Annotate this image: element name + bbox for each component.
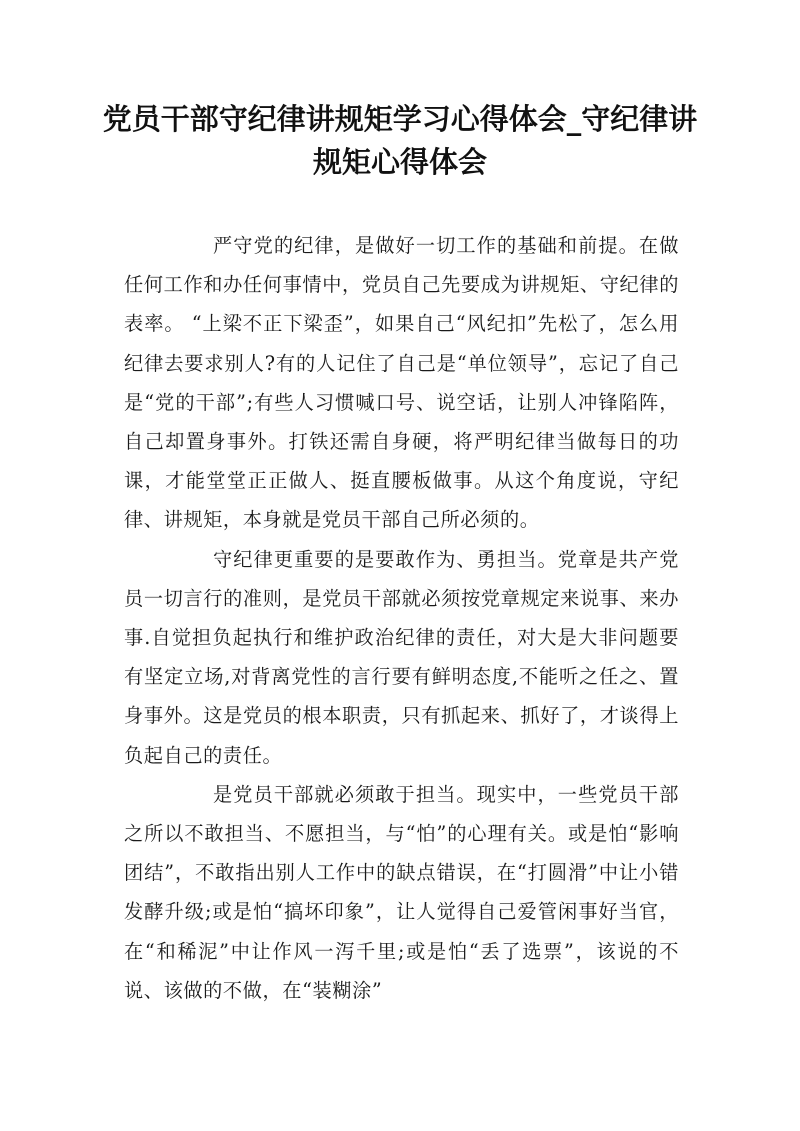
document-body xyxy=(124,226,679,1010)
paragraph-3: 是党员干部就必须敢于担当。现实中，一些党员干部之所以不敢担当、不愿担当，与“怕”的心理有关。或是怕“影响团结”，不敢指出别人工作中的缺点错误，在“打圆滑”中让小错发酵升级;或是怕“搞坏印象”，让人觉得自己爱管闲事好当官，在“和稀泥”中让作风一泻千里;或是怕“丢了选票”，该说的不说、该做的不做，在“装糊涂” xyxy=(124,782,679,1002)
document-title: 党员干部守纪律讲规矩学习心得体会_守纪律讲规矩心得体会 xyxy=(102,102,698,179)
paragraph-2: 守纪律更重要的是要敢作为、勇担当。党章是共产党员一切言行的准则，是党员干部就必须按党章规定来说事、来办事.自觉担负起执行和维护政治纪律的责任，对大是大非问题要有坚定立场,对背离党性的言行要有鲜明态度,不能听之任之、置身事外。这是党员的根本职责，只有抓起来、抓好了，才谈得上负起自己的责任。 xyxy=(124,547,679,767)
paragraph-1: 严守党的纪律，是做好一切工作的基础和前提。在做任何工作和办任何事情中，党员自己先要成为讲规矩、守纪律的表率。 “上梁不正下梁歪”，如果自己“风纪扣”先松了，怎么用纪律去要求别人?有的人记住了自己是“单位领导”，忘记了自己是“党的干部”;有些人习惯喊口号、说空话，让别人冲锋陷阵，自己却置身事外。打铁还需自身硬，将严明纪律当做每日的功课，才能堂堂正正做人、挺直腰板做事。从这个角度说，守纪律、讲规矩，本身就是党员干部自己所必须的。 xyxy=(124,234,679,532)
